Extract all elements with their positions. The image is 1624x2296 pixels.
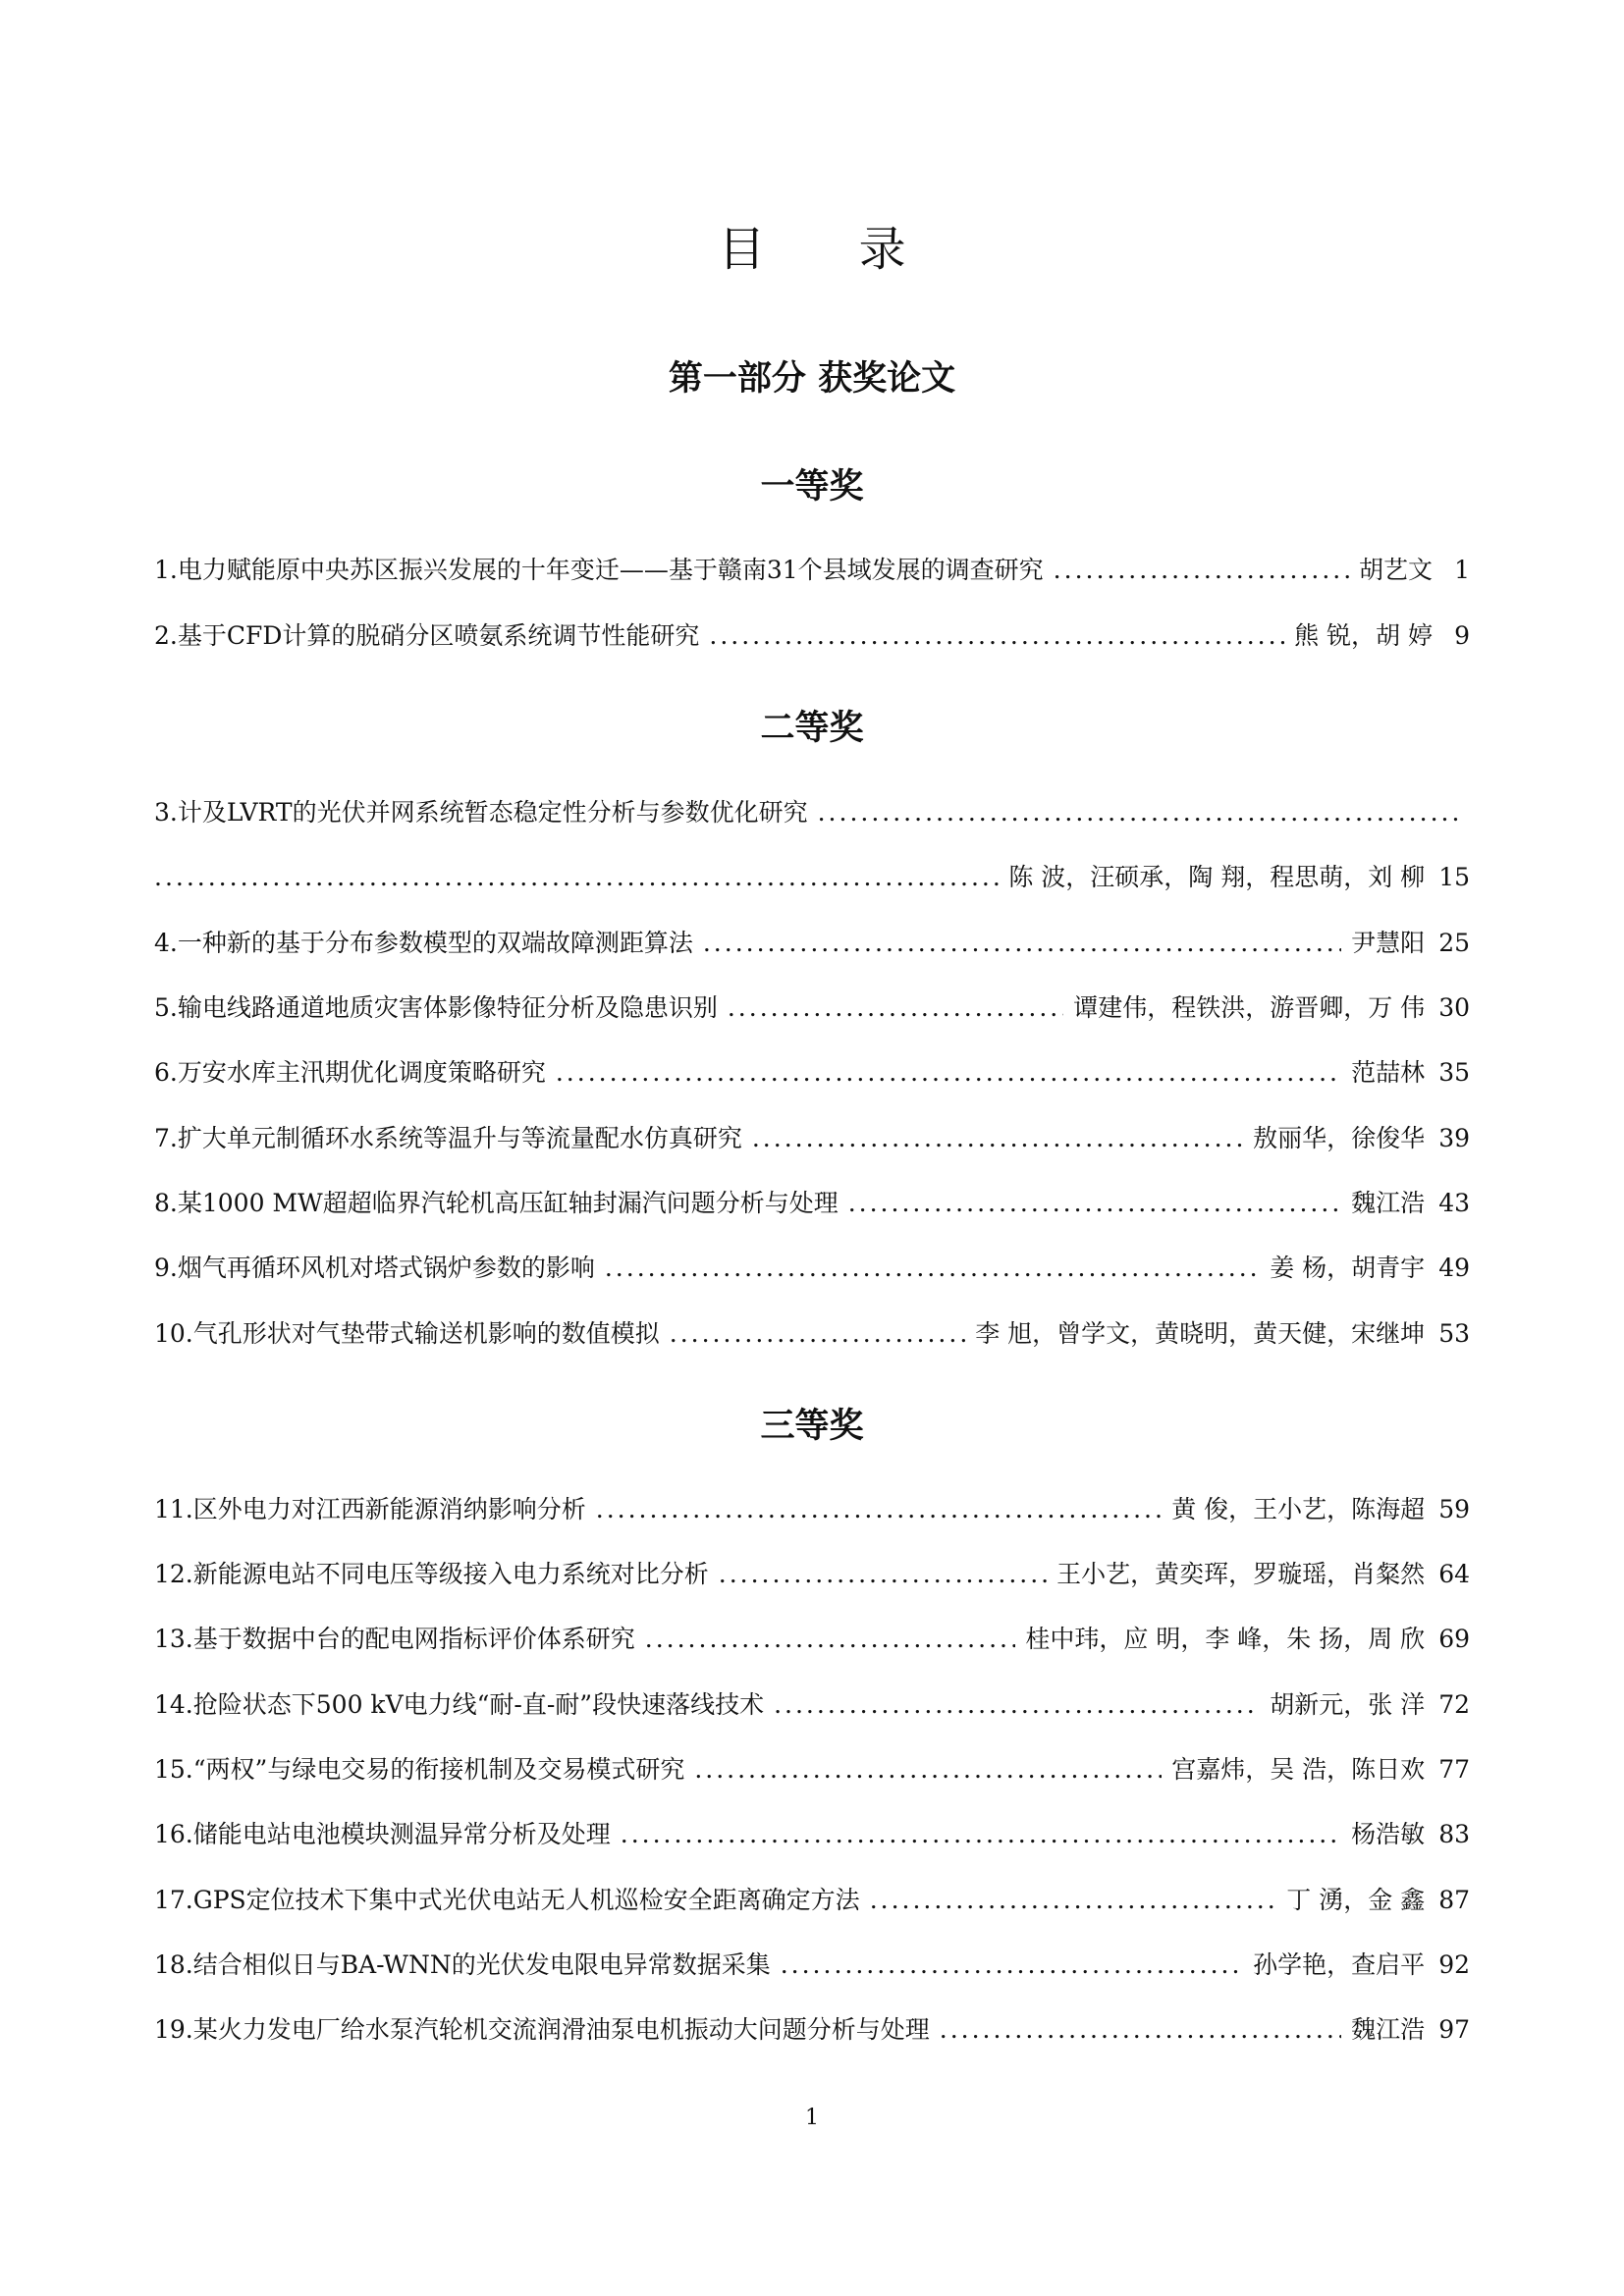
toc-entry-page: 64	[1438, 1560, 1470, 1588]
toc-entry-authors: 丁 湧，金 鑫	[1286, 1886, 1426, 1914]
toc-entry-page: 97	[1438, 2015, 1470, 2044]
toc-entry-title: 13.基于数据中台的配电网指标评价体系研究	[154, 1625, 635, 1653]
toc-entry	[154, 551, 1470, 590]
toc-entry-page: 15	[1438, 863, 1470, 891]
leader-dots	[752, 1119, 1243, 1158]
toc-entry-authors: 范喆林	[1351, 1058, 1426, 1087]
toc-entry-page: 43	[1438, 1189, 1470, 1217]
leader-dots	[719, 1555, 1047, 1594]
part-title: 第一部分 获奖论文	[668, 359, 956, 399]
toc-entry	[154, 616, 1470, 656]
toc-entry	[154, 1685, 1470, 1725]
leader-dots	[645, 1620, 1016, 1659]
toc-entry-authors: 王小艺，黄奕珲，罗璇瑶，肖粲然	[1056, 1560, 1426, 1588]
toc-entry-authors: 黄 俊，王小艺，陈海超	[1171, 1495, 1426, 1523]
toc-entry-authors: 魏江浩	[1351, 2015, 1426, 2044]
leader-dots	[774, 1685, 1260, 1725]
toc-entry-title: 15.“两权”与绿电交易的衔接机制及交易模式研究	[154, 1755, 685, 1784]
toc-entry	[154, 1620, 1470, 1659]
leader-dots	[556, 1053, 1341, 1093]
toc-entry-title: 14.抢险状态下500 kV电力线“耐-直-耐”段快速落线技术	[154, 1690, 765, 1719]
toc-entry	[154, 1750, 1470, 1789]
toc-entry-page: 1	[1454, 556, 1470, 584]
toc-entry-page: 72	[1438, 1690, 1470, 1719]
toc-entry-authors: 杨浩敏	[1351, 1820, 1426, 1848]
leader-dots	[848, 1184, 1341, 1223]
toc-entry-title: 9.烟气再循环风机对塔式锅炉参数的影响	[154, 1254, 595, 1282]
toc-entry-page: 77	[1438, 1755, 1470, 1784]
toc-entry	[154, 1881, 1470, 1920]
toc-entry-authors: 魏江浩	[1351, 1189, 1426, 1217]
toc-entry-page: 53	[1438, 1319, 1470, 1348]
leader-dots	[670, 1314, 965, 1354]
toc-entry-authors: 宫嘉炜，吴 浩，陈日欢	[1171, 1755, 1426, 1784]
toc-entry	[154, 793, 1470, 832]
toc-entry-page: 49	[1438, 1254, 1470, 1282]
toc-entry-continuation	[154, 858, 1470, 897]
toc-entry-page: 9	[1454, 621, 1470, 650]
toc-entry	[154, 1815, 1470, 1854]
leader-dots	[1054, 551, 1349, 590]
toc-entry-page: 25	[1438, 929, 1470, 957]
toc-entry-authors: 胡艺文	[1358, 556, 1433, 584]
toc-entry-page: 59	[1438, 1495, 1470, 1523]
section-heading-second-prize: 二等奖	[760, 709, 864, 748]
leader-dots	[728, 988, 1063, 1028]
leader-dots	[621, 1815, 1341, 1854]
toc-entry-authors: 李 旭，曾学文，黄晓明，黄天健，宋继坤	[975, 1319, 1426, 1348]
toc-entry-authors: 桂中玮，应 明，李 峰，朱 扬，周 欣	[1025, 1625, 1426, 1653]
toc-entry-title: 17.GPS定位技术下集中式光伏电站无人机巡检安全距离确定方法	[154, 1886, 860, 1914]
toc-entry-authors: 姜 杨，胡青宇	[1270, 1254, 1426, 1282]
toc-entry-authors: 陈 波，汪硕承，陶 翔，程思萌，刘 柳	[1008, 863, 1426, 891]
leader-dots	[781, 1946, 1243, 1985]
toc-entry-title: 12.新能源电站不同电压等级接入电力系统对比分析	[154, 1560, 709, 1588]
leader-dots	[940, 2010, 1341, 2050]
toc-entry-authors: 敖丽华，徐俊华	[1253, 1124, 1426, 1152]
leader-dots	[870, 1881, 1277, 1920]
toc-entry-page: 39	[1438, 1124, 1470, 1152]
section-heading-third-prize: 三等奖	[760, 1407, 864, 1446]
page-number: 1	[805, 2106, 819, 2130]
toc-entry-title: 2.基于CFD计算的脱硝分区喷氨系统调节性能研究	[154, 621, 700, 650]
toc-entry-page: 35	[1438, 1058, 1470, 1087]
toc-entry-page: 87	[1438, 1886, 1470, 1914]
toc-entry-page: 30	[1438, 993, 1470, 1022]
toc-entry-title: 6.万安水库主汛期优化调度策略研究	[154, 1058, 546, 1087]
toc-entry	[154, 1946, 1470, 1985]
toc-entry	[154, 1119, 1470, 1158]
toc-entry	[154, 924, 1470, 963]
toc-entry-authors: 尹慧阳	[1351, 929, 1426, 957]
toc-entry	[154, 1314, 1470, 1354]
leader-dots	[596, 1490, 1162, 1529]
toc-entry-page: 83	[1438, 1820, 1470, 1848]
toc-entry-title: 1.电力赋能原中央苏区振兴发展的十年变迁——基于赣南31个县域发展的调查研究	[154, 556, 1044, 584]
toc-entry-authors: 胡新元，张 洋	[1270, 1690, 1426, 1719]
section-heading-first-prize: 一等奖	[760, 467, 864, 507]
toc-entry	[154, 2010, 1470, 2050]
page-title: 目 录	[718, 222, 946, 277]
toc-entry	[154, 1555, 1470, 1594]
toc-entry	[154, 1490, 1470, 1529]
toc-entry-title: 3.计及LVRT的光伏并网系统暂态稳定性分析与参数优化研究	[154, 798, 808, 827]
leader-dots	[694, 1750, 1162, 1789]
toc-entry-page: 92	[1438, 1950, 1470, 1979]
toc-entry	[154, 1053, 1470, 1093]
toc-entry-title: 11.区外电力对江西新能源消纳影响分析	[154, 1495, 586, 1523]
toc-entry	[154, 1184, 1470, 1223]
leader-dots	[605, 1249, 1260, 1288]
toc-entry-title: 18.结合相似日与BA-WNN的光伏发电限电异常数据采集	[154, 1950, 771, 1979]
toc-entry-authors: 熊 锐，胡 婷	[1294, 621, 1433, 650]
leader-dots	[709, 616, 1284, 656]
leader-dots	[818, 793, 1460, 832]
toc-entry-title: 8.某1000 MW超超临界汽轮机高压缸轴封漏汽问题分析与处理	[154, 1189, 839, 1217]
leader-dots	[703, 924, 1341, 963]
toc-entry	[154, 988, 1470, 1028]
toc-entry	[154, 1249, 1470, 1288]
toc-entry-title: 5.输电线路通道地质灾害体影像特征分析及隐患识别	[154, 993, 718, 1022]
toc-entry-page: 69	[1438, 1625, 1470, 1653]
toc-entry-title: 10.气孔形状对气垫带式输送机影响的数值模拟	[154, 1319, 660, 1348]
toc-entry-authors: 孙学艳，查启平	[1253, 1950, 1426, 1979]
leader-dots	[154, 858, 999, 897]
toc-entry-title: 4.一种新的基于分布参数模型的双端故障测距算法	[154, 929, 693, 957]
toc-entry-title: 7.扩大单元制循环水系统等温升与等流量配水仿真研究	[154, 1124, 742, 1152]
toc-entry-title: 16.储能电站电池模块测温异常分析及处理	[154, 1820, 611, 1848]
toc-entry-title: 19.某火力发电厂给水泵汽轮机交流润滑油泵电机振动大问题分析与处理	[154, 2015, 930, 2044]
toc-entry-authors: 谭建伟，程铁洪，游晋卿，万 伟	[1073, 993, 1426, 1022]
